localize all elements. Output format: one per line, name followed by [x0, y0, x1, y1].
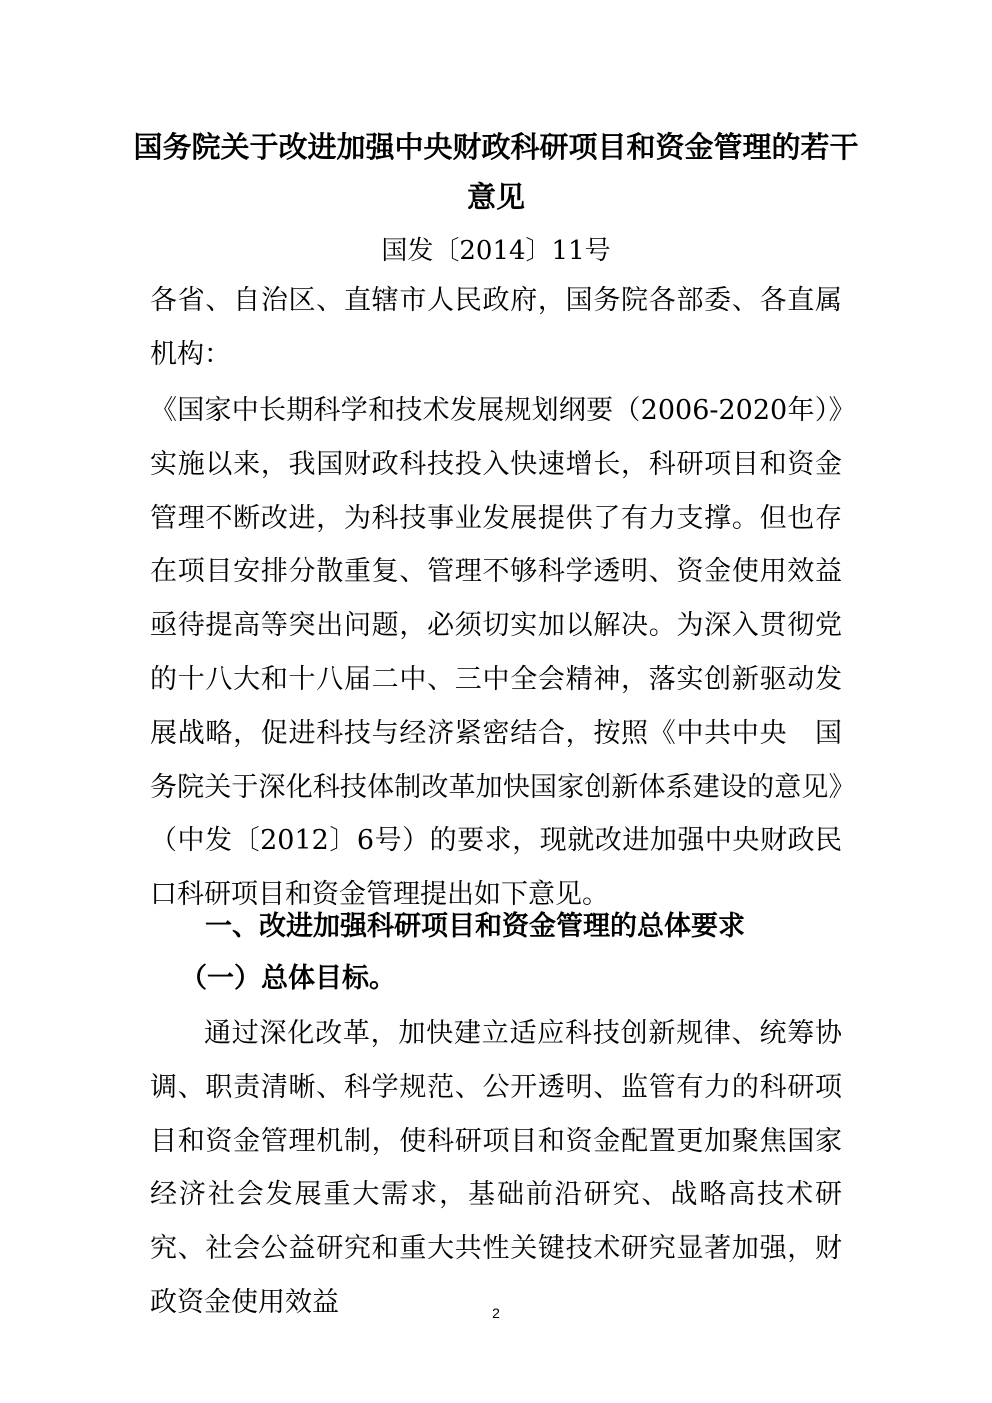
document-title-line-1: 国务院关于改进加强中央财政科研项目和资金管理的若干: [133, 130, 859, 164]
section-heading: 一、改进加强科研项目和资金管理的总体要求: [205, 911, 745, 942]
subsection-heading: （一）总体目标。: [180, 963, 396, 994]
goal-paragraph: 通过深化改革，加快建立适应科技创新规律、统筹协调、职责清晰、科学规范、公开透明、监管有力的科研项目和资金管理机制，使科研项目和资金配置更加聚焦国家经济社会发展重大需求，基础前沿研究、战略高技术研究、社会公益研究和重大共性关键技术研究显著加强，财政资金使用效益: [150, 1018, 842, 1318]
salutation-paragraph: 各省、自治区、直辖市人民政府，国务院各部委、各直属机构：: [150, 285, 842, 370]
intro-paragraph: 《国家中长期科学和技术发展规划纲要（2006-2020年）》实施以来，我国财政科技投入快速增长，科研项目和资金管理不断改进，为科技事业发展提供了有力支撑。但也存在项目安排分散重复、管理不够科学透明、资金使用效益亟待提高等突出问题，必须切实加以解决。为深入贯彻党的十八大和十八届二中、三中全会精神，落实创新驱动发展战略，促进科技与经济紧密结合，按照《中共中央 国务院关于深化科技体制改革加快国家创新体系建设的意见》（中发〔2012〕6号）的要求，现就改进加强中央财政民口科研项目和资金管理提出如下意见。: [150, 395, 842, 911]
document-number: 国发〔2014〕11号: [381, 236, 611, 266]
page-number: 2: [492, 1305, 500, 1321]
document-title-line-2: 意见: [466, 180, 525, 214]
